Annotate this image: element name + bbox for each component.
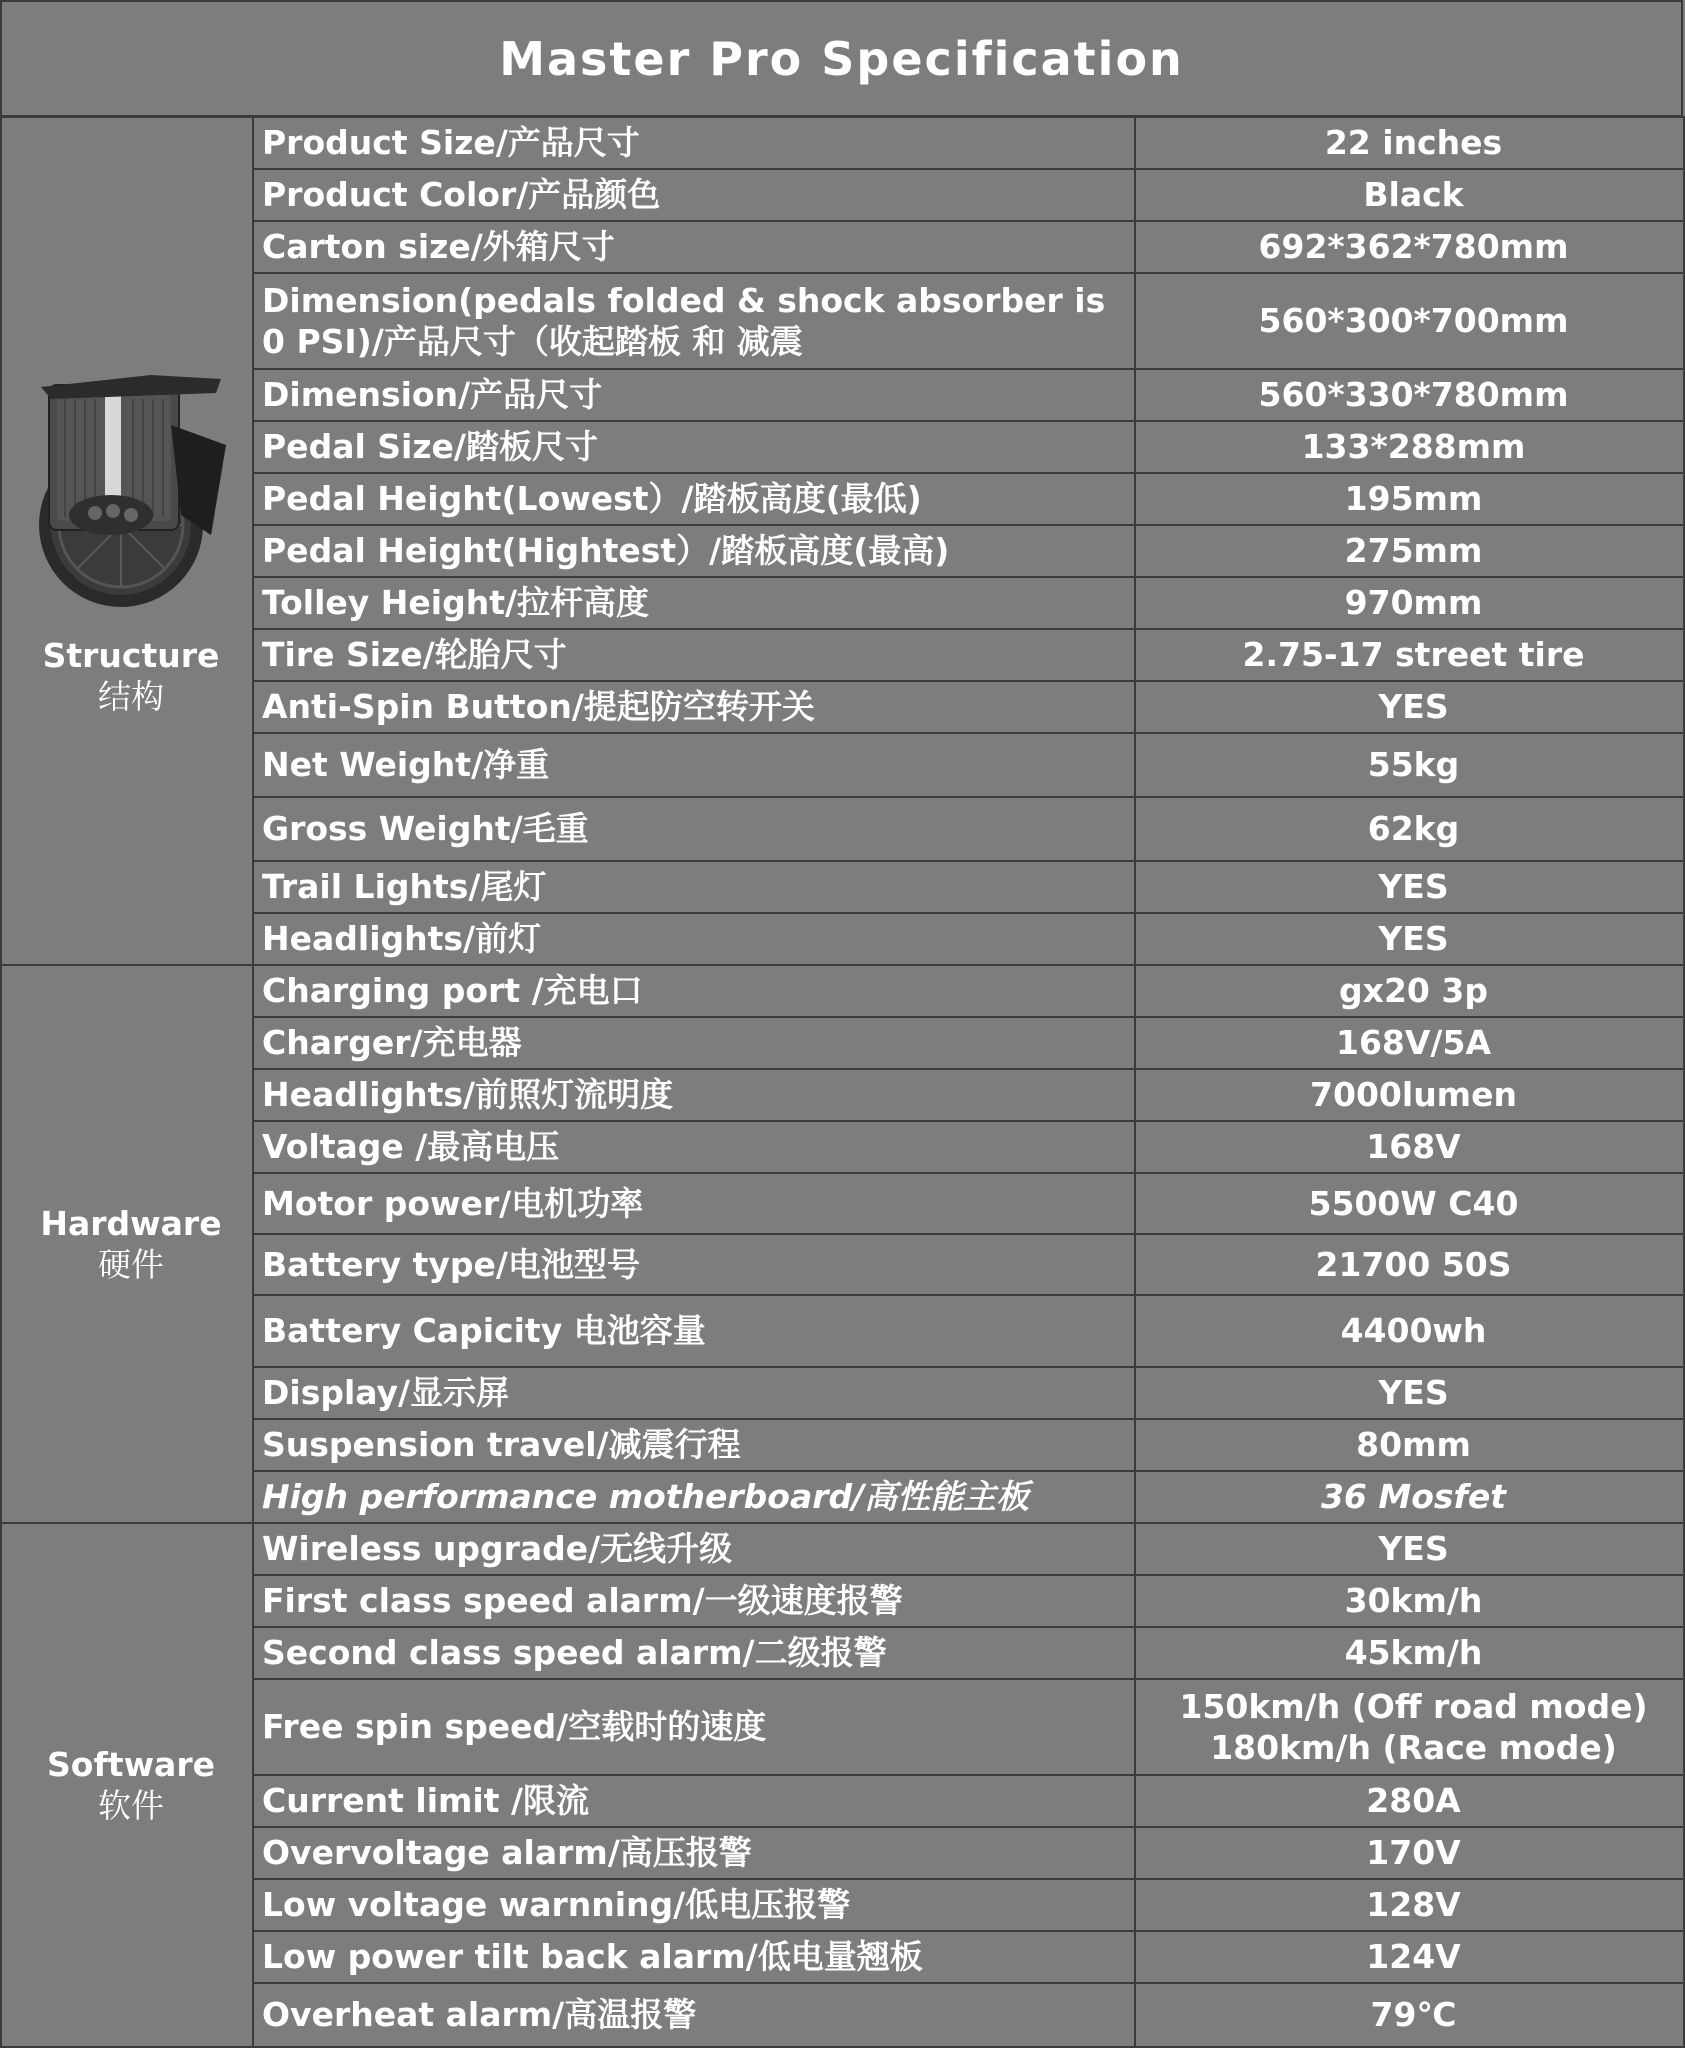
spec-label: High performance motherboard/高性能主板 — [253, 1471, 1135, 1523]
table-row — [1, 1017, 1684, 1069]
table-row — [1, 1627, 1684, 1679]
table-row — [1, 1679, 1684, 1775]
spec-value: 124V — [1135, 1931, 1684, 1983]
table-row — [1, 861, 1684, 913]
table-row — [1, 1931, 1684, 1983]
spec-label: Pedal Height(Lowest）/踏板高度(最低) — [253, 473, 1135, 525]
table-row — [1, 273, 1684, 369]
table-row — [1, 965, 1684, 1017]
spec-value: YES — [1135, 861, 1684, 913]
spec-value: 133*288mm — [1135, 421, 1684, 473]
spec-label: Second class speed alarm/二级报警 — [253, 1627, 1135, 1679]
table-row — [1, 1575, 1684, 1627]
section-software — [1, 1523, 253, 2047]
spec-label: Low power tilt back alarm/低电量翘板 — [253, 1931, 1135, 1983]
spec-label: Display/显示屏 — [253, 1367, 1135, 1419]
spec-value: 45km/h — [1135, 1627, 1684, 1679]
table-row — [1, 733, 1684, 797]
spec-value: 7000lumen — [1135, 1069, 1684, 1121]
section-structure — [1, 117, 253, 965]
spec-label: Current limit /限流 — [253, 1775, 1135, 1827]
spec-value: 168V/5A — [1135, 1017, 1684, 1069]
table-row — [1, 1471, 1684, 1523]
section-name-cn: 硬件 — [98, 1245, 164, 1284]
spec-label: Pedal Size/踏板尺寸 — [253, 421, 1135, 473]
table-row — [1, 1879, 1684, 1931]
spec-label: Voltage /最高电压 — [253, 1121, 1135, 1173]
spec-label: Charger/充电器 — [253, 1017, 1135, 1069]
unicycle-image — [21, 365, 241, 615]
page-title: Master Pro Specification — [0, 0, 1683, 117]
spec-value: YES — [1135, 1523, 1684, 1575]
spec-value: 36 Mosfet — [1135, 1471, 1684, 1523]
spec-label: Trail Lights/尾灯 — [253, 861, 1135, 913]
spec-label: Overvoltage alarm/高压报警 — [253, 1827, 1135, 1879]
spec-value: 55kg — [1135, 733, 1684, 797]
spec-label: Net Weight/净重 — [253, 733, 1135, 797]
spec-value: 692*362*780mm — [1135, 221, 1684, 273]
table-row — [1, 1121, 1684, 1173]
section-name-en: Hardware — [40, 1203, 222, 1243]
spec-label: Battery Capicity 电池容量 — [253, 1295, 1135, 1367]
spec-label: Gross Weight/毛重 — [253, 797, 1135, 861]
spec-label: Low voltage warnning/低电压报警 — [253, 1879, 1135, 1931]
spec-value: 22 inches — [1135, 117, 1684, 169]
table-row — [1, 169, 1684, 221]
table-row — [1, 473, 1684, 525]
spec-value: 21700 50S — [1135, 1234, 1684, 1295]
spec-label: Headlights/前照灯流明度 — [253, 1069, 1135, 1121]
spec-value: 62kg — [1135, 797, 1684, 861]
section-name-en: Software — [47, 1744, 215, 1784]
table-row — [1, 421, 1684, 473]
table-row — [1, 577, 1684, 629]
table-row — [1, 369, 1684, 421]
spec-value: 5500W C40 — [1135, 1173, 1684, 1234]
table-row — [1, 1775, 1684, 1827]
spec-table — [0, 116, 1685, 2048]
spec-label: Carton size/外箱尺寸 — [253, 221, 1135, 273]
spec-value: 195mm — [1135, 473, 1684, 525]
spec-value: 4400wh — [1135, 1295, 1684, 1367]
spec-label: Product Size/产品尺寸 — [253, 117, 1135, 169]
spec-value: 280A — [1135, 1775, 1684, 1827]
spec-label: Motor power/电机功率 — [253, 1173, 1135, 1234]
spec-value: 30km/h — [1135, 1575, 1684, 1627]
spec-value: Black — [1135, 169, 1684, 221]
section-hardware — [1, 965, 253, 1523]
table-row — [1, 629, 1684, 681]
spec-label: First class speed alarm/一级速度报警 — [253, 1575, 1135, 1627]
spec-value: 170V — [1135, 1827, 1684, 1879]
spec-label: Anti-Spin Button/提起防空转开关 — [253, 681, 1135, 733]
spec-label: Headlights/前灯 — [253, 913, 1135, 965]
table-row — [1, 1173, 1684, 1234]
spec-value: 168V — [1135, 1121, 1684, 1173]
table-row — [1, 1827, 1684, 1879]
spec-label: Overheat alarm/高温报警 — [253, 1983, 1135, 2047]
spec-value: 128V — [1135, 1879, 1684, 1931]
table-row — [1, 1069, 1684, 1121]
spec-label: Battery type/电池型号 — [253, 1234, 1135, 1295]
table-row — [1, 525, 1684, 577]
spec-value: gx20 3p — [1135, 965, 1684, 1017]
spec-label: Product Color/产品颜色 — [253, 169, 1135, 221]
spec-label: Tolley Height/拉杆高度 — [253, 577, 1135, 629]
table-row — [1, 797, 1684, 861]
table-row — [1, 117, 1684, 169]
spec-value: 275mm — [1135, 525, 1684, 577]
spec-value: YES — [1135, 1367, 1684, 1419]
table-row — [1, 1419, 1684, 1471]
table-row — [1, 1367, 1684, 1419]
spec-label: Charging port /充电口 — [253, 965, 1135, 1017]
table-row — [1, 1295, 1684, 1367]
spec-value: 2.75-17 street tire — [1135, 629, 1684, 681]
table-row — [1, 681, 1684, 733]
table-row — [1, 913, 1684, 965]
spec-value: YES — [1135, 681, 1684, 733]
spec-label: Suspension travel/减震行程 — [253, 1419, 1135, 1471]
spec-value: 150km/h (Off road mode) 180km/h (Race mode) — [1135, 1679, 1684, 1775]
spec-label: Pedal Height(Hightest）/踏板高度(最高) — [253, 525, 1135, 577]
spec-value: YES — [1135, 913, 1684, 965]
spec-label: Tire Size/轮胎尺寸 — [253, 629, 1135, 681]
table-row — [1, 1983, 1684, 2047]
spec-label: Dimension(pedals folded & shock absorber is 0 PSI)/产品尺寸（收起踏板 和 减震 — [253, 273, 1135, 369]
table-row — [1, 1523, 1684, 1575]
section-name-en: Structure — [42, 635, 220, 675]
table-row — [1, 221, 1684, 273]
section-name-cn: 软件 — [98, 1786, 164, 1825]
spec-label: Wireless upgrade/无线升级 — [253, 1523, 1135, 1575]
spec-label: Dimension/产品尺寸 — [253, 369, 1135, 421]
table-row — [1, 1234, 1684, 1295]
spec-value: 560*300*700mm — [1135, 273, 1684, 369]
spec-value: 970mm — [1135, 577, 1684, 629]
spec-value: 79℃ — [1135, 1983, 1684, 2047]
spec-label: Free spin speed/空载时的速度 — [253, 1679, 1135, 1775]
spec-value: 80mm — [1135, 1419, 1684, 1471]
spec-value: 560*330*780mm — [1135, 369, 1684, 421]
section-name-cn: 结构 — [98, 677, 164, 716]
